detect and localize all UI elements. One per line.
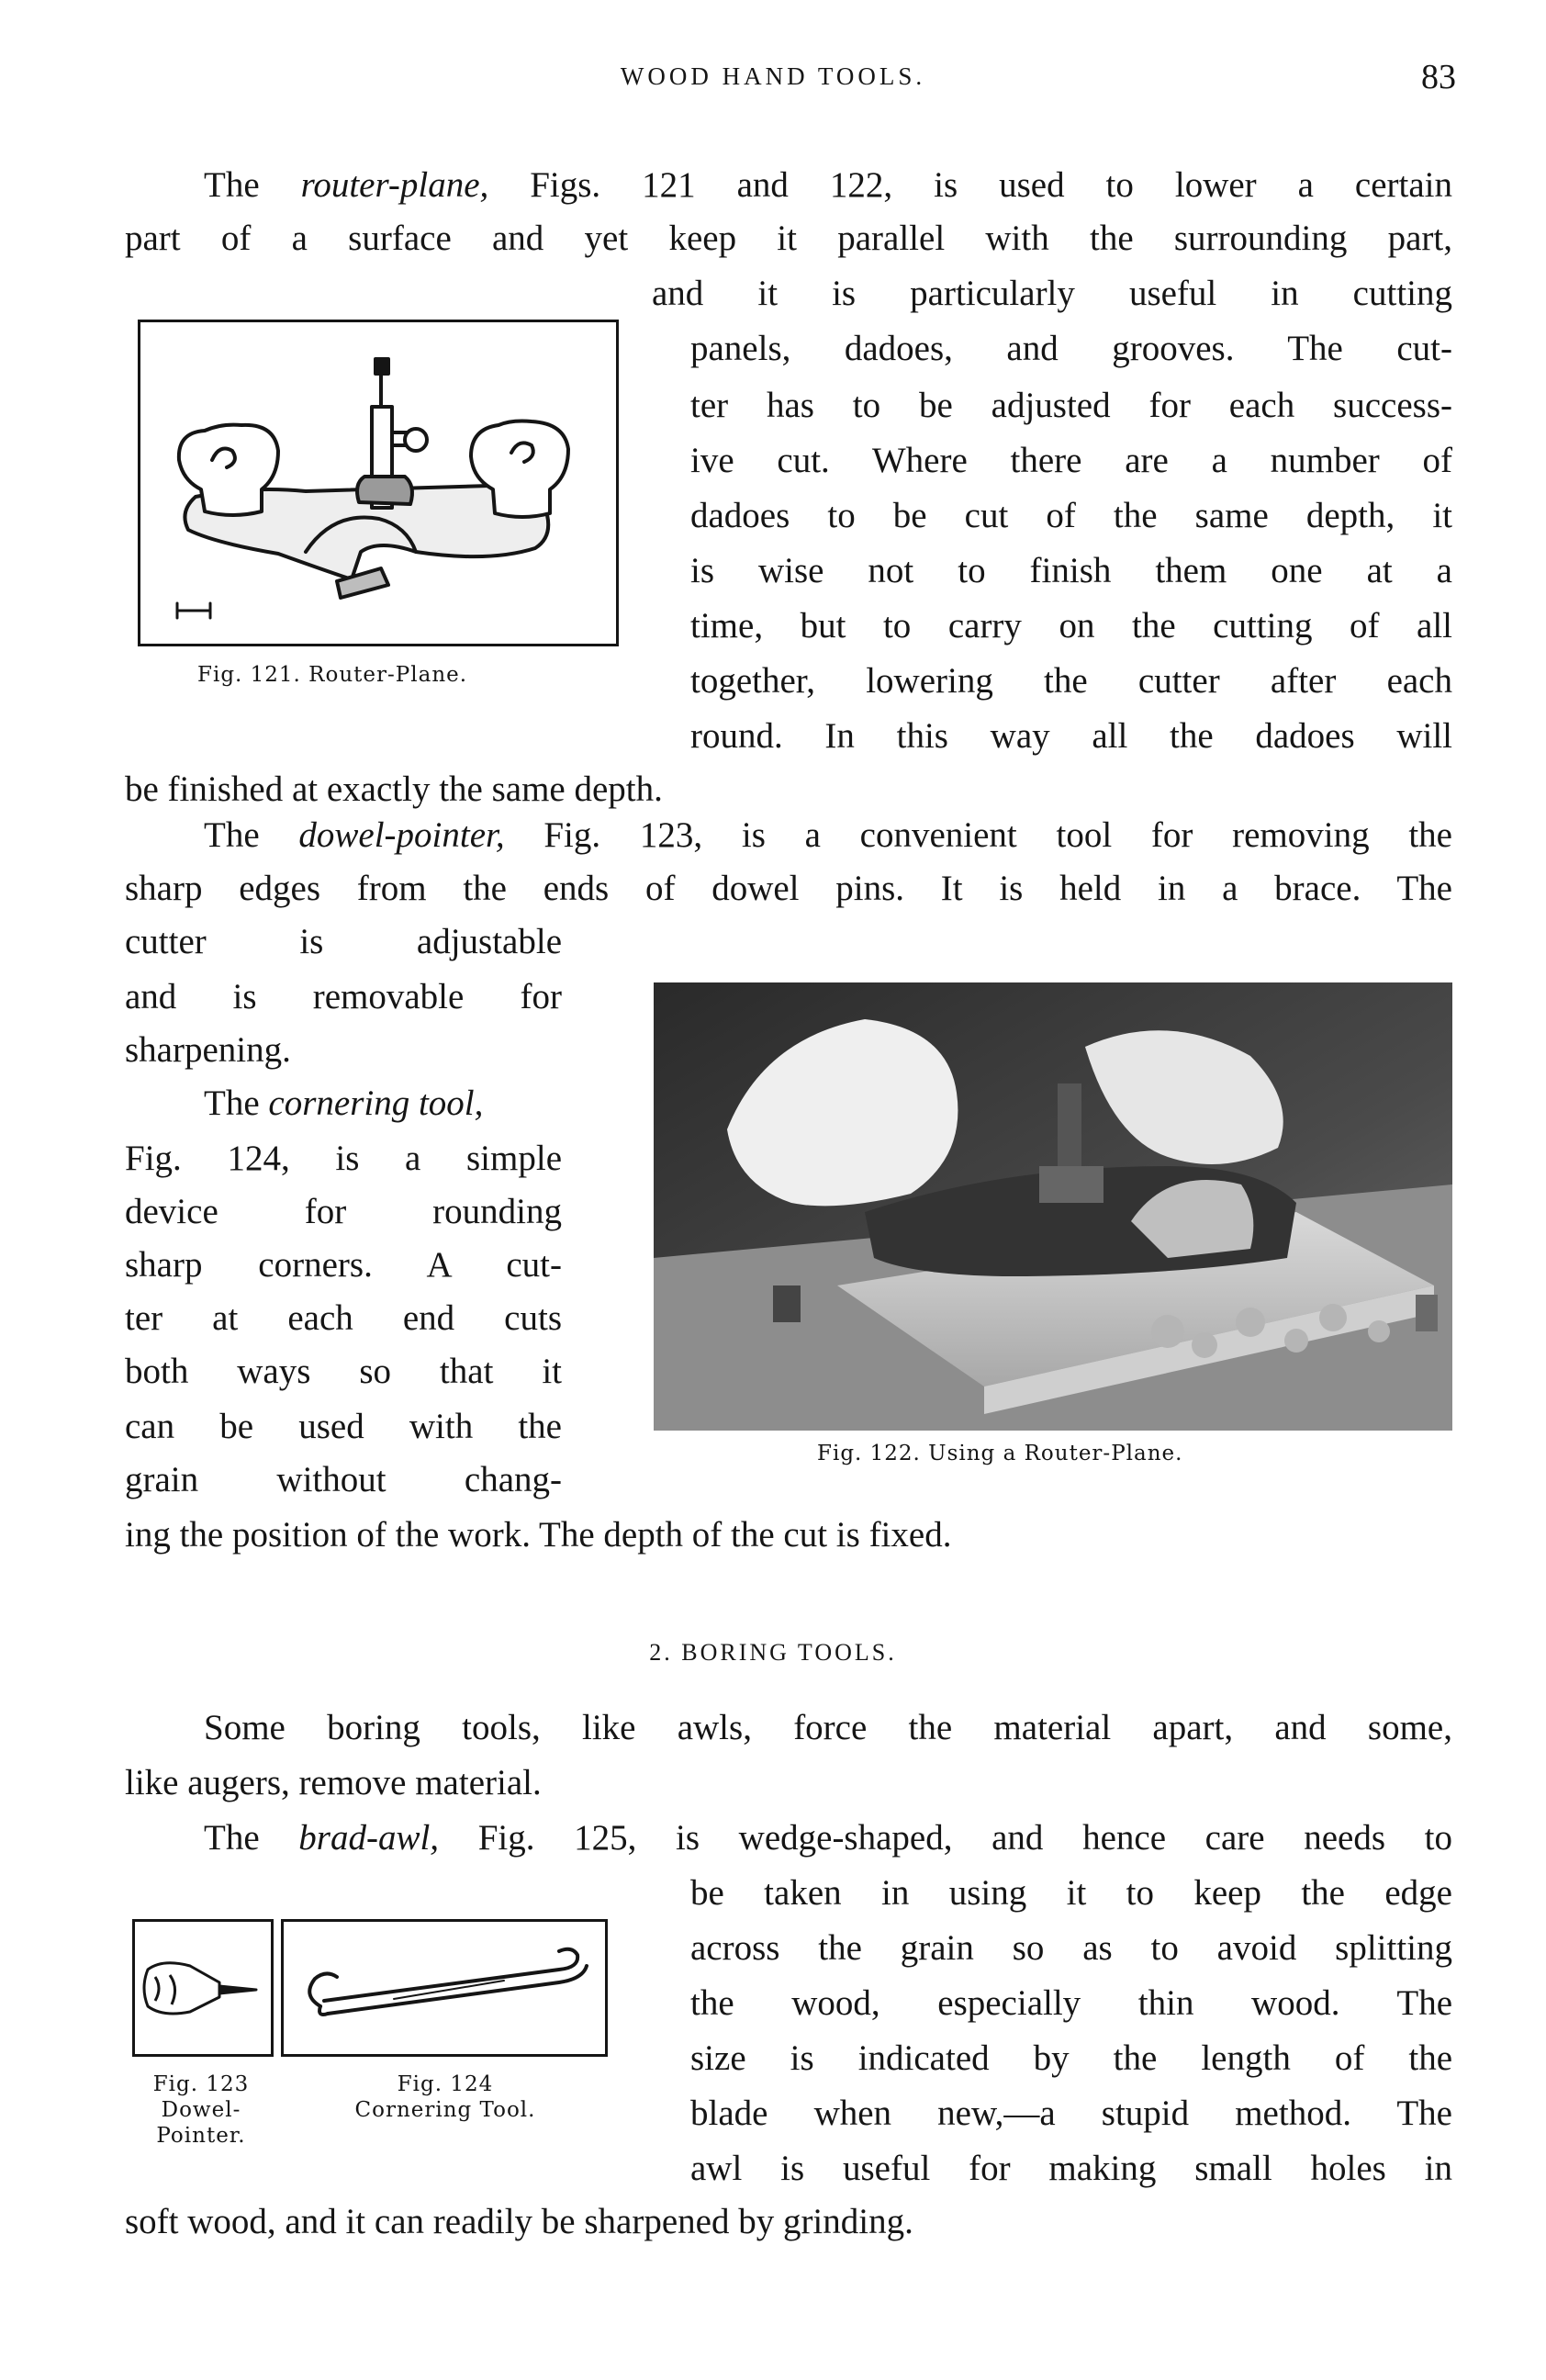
text-line: The dowel-pointer, Fig. 123, is a convenient tool for removing the: [204, 815, 1452, 855]
text-line: grain without chang-: [125, 1460, 562, 1499]
figure-123-caption: Fig. 123 Dowel- Pointer.: [152, 2072, 250, 2148]
term-brad-awl: brad-awl,: [298, 1818, 440, 1858]
page-header: [0, 58, 1546, 99]
figure-121-caption: Fig. 121. Router-Plane.: [197, 663, 468, 687]
text-line: together, lowering the cutter after each: [690, 661, 1452, 701]
figure-121-router-plane: [138, 320, 619, 646]
text-line: size is indicated by the length of the: [690, 2038, 1452, 2078]
text-line: The brad-awl, Fig. 125, is wedge-shaped, and hence care needs to: [204, 1818, 1452, 1858]
text-line: Some boring tools, like awls, force the material apart, and some,: [204, 1708, 1452, 1747]
text-line: across the grain so as to avoid splitting: [690, 1928, 1452, 1968]
text-line: is wise not to finish them one at a: [690, 551, 1452, 590]
text-line: cutter is adjustable: [125, 922, 562, 961]
dowel-pointer-drawing: [135, 1922, 271, 2054]
running-title: WOOD HAND TOOLS.: [620, 62, 926, 90]
text-line: panels, dadoes, and grooves. The cut-: [690, 329, 1452, 368]
text-line: ing the position of the work. The depth of the cut is fixed.: [125, 1515, 952, 1555]
text-line: be finished at exactly the same depth.: [125, 769, 663, 809]
text-line: round. In this way all the dadoes will: [690, 716, 1452, 756]
figure-124-caption: Fig. 124 Cornering Tool.: [354, 2072, 536, 2122]
figure-122-photo: [654, 982, 1452, 1431]
text-line: sharpening.: [125, 1030, 291, 1070]
text-line: ive cut. Where there are a number of: [690, 441, 1452, 480]
text-line: like augers, remove material.: [125, 1763, 542, 1802]
text-line: blade when new,—a stupid method. The: [690, 2094, 1452, 2133]
router-plane-in-use-photo: [654, 982, 1452, 1431]
text-line: and it is particularly useful in cutting: [652, 274, 1452, 313]
section-heading: 2. BORING TOOLS.: [649, 1639, 897, 1666]
text-line: device for rounding: [125, 1192, 562, 1231]
text-line: be taken in using it to keep the edge: [690, 1873, 1452, 1913]
text-line: and is removable for: [125, 977, 562, 1016]
text-line: sharp edges from the ends of dowel pins. It is held in a brace. The: [125, 869, 1452, 908]
text-line: awl is useful for making small holes in: [690, 2149, 1452, 2188]
text-line: part of a surface and yet keep it parallel with the surrounding part,: [125, 219, 1452, 258]
cornering-tool-drawing: [284, 1922, 605, 2054]
text-line: can be used with the: [125, 1407, 562, 1446]
text-line: ter at each end cuts: [125, 1298, 562, 1338]
text-line: dadoes to be cut of the same depth, it: [690, 496, 1452, 535]
text-line: ter has to be adjusted for each success-: [690, 386, 1452, 425]
text-line: Fig. 124, is a simple: [125, 1139, 562, 1178]
term-dowel-pointer: dowel-pointer,: [298, 815, 505, 855]
term-cornering-tool: cornering tool,: [268, 1083, 484, 1123]
text-line: The cornering tool,: [204, 1083, 484, 1123]
term-router-plane: router-plane,: [300, 165, 489, 205]
figure-124-cornering-tool: [281, 1919, 608, 2057]
figure-123-dowel-pointer: [132, 1919, 274, 2057]
text-line: The router-plane, Figs. 121 and 122, is used to lower a certain: [204, 165, 1452, 205]
page-number: 83: [1421, 58, 1456, 96]
text-line: soft wood, and it can readily be sharpened by grinding.: [125, 2202, 913, 2241]
text-line: both ways so that it: [125, 1352, 562, 1391]
text-line: the wood, especially thin wood. The: [690, 1983, 1452, 2023]
text-line: sharp corners. A cut-: [125, 1245, 562, 1285]
text-line: time, but to carry on the cutting of all: [690, 606, 1452, 646]
figure-122-caption: Fig. 122. Using a Router-Plane.: [817, 1442, 1183, 1465]
router-plane-drawing: [140, 322, 616, 644]
